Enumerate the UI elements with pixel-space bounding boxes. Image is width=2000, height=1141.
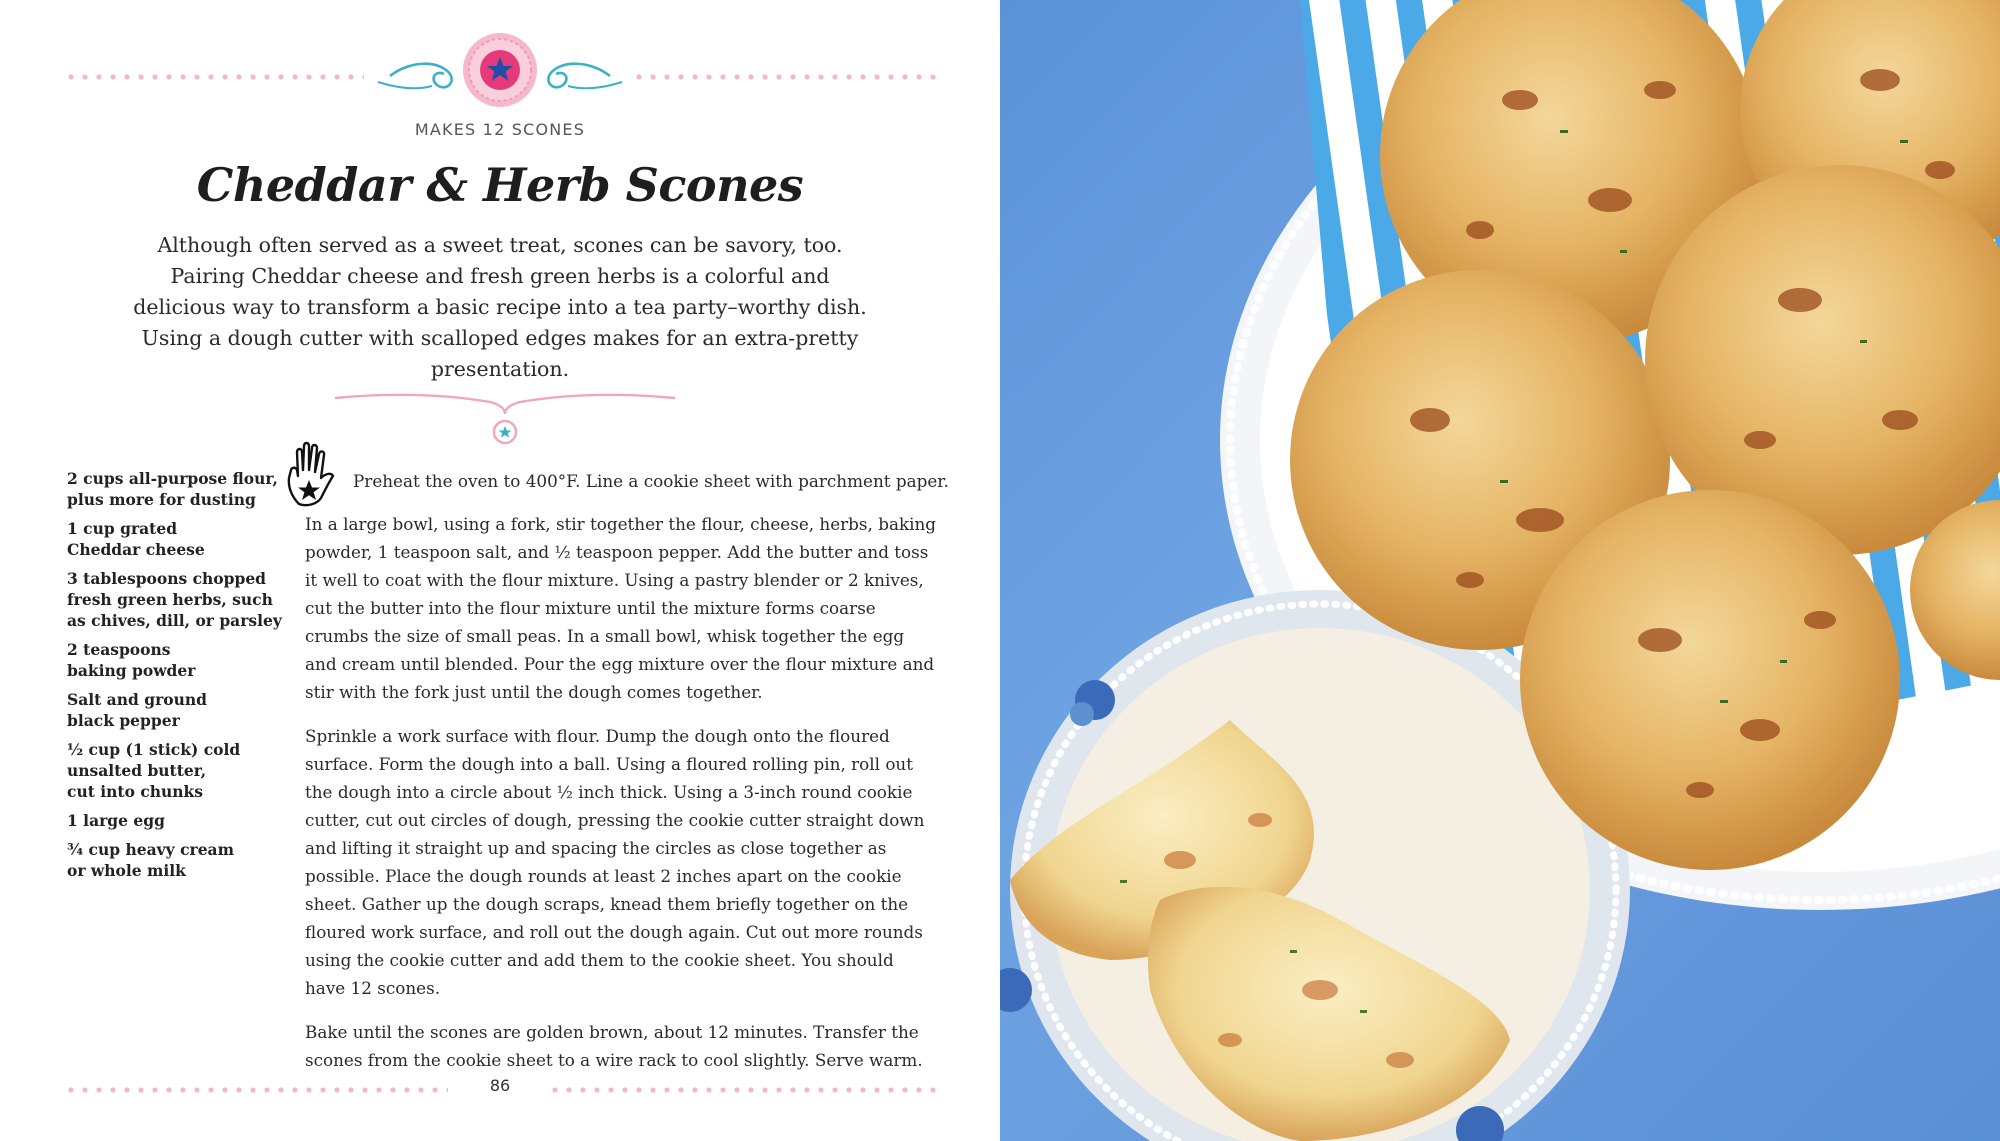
top-dotted-rule-left [64,74,364,80]
ingredient-item: 1 cup grated Cheddar cheese [67,519,205,559]
scones-photo-illustration [1000,0,2000,1141]
recipe-yield: MAKES 12 SCONES [414,120,586,139]
scones-photo [1000,0,2000,1141]
ingredient-item: Salt and ground black pepper [67,690,207,730]
recipe-intro: Although often served as a sweet treat, scones can be savory, too. Pairing Cheddar cheese and fresh green herbs is a colorful and delicious way to transform a basic recipe into a tea party–worthy dish. Using a dough cutter with scalloped edges makes for an extra-pretty presentation. [133,233,867,381]
ingredient-item: 2 cups all-purpose flour, plus more for dusting [67,469,278,509]
ingredient-item: ½ cup (1 stick) cold unsalted butter, cut into chunks [67,740,241,801]
ingredient-item: ¾ cup heavy cream or whole milk [67,840,234,880]
hand-star-icon [285,440,337,508]
method-steps [305,510,937,1090]
star-badge-icon [370,30,630,110]
ingredient-list [67,468,282,889]
page-number: 86 [489,1076,511,1095]
recipe-title: Cheddar & Herb Scones [196,158,804,212]
top-dotted-rule-right [632,74,938,80]
swirl-divider-icon [330,388,680,448]
ingredient-item: 3 tablespoons chopped fresh green herbs, such as chives, dill, or parsley [67,569,282,630]
ingredient-item: 1 large egg [67,811,165,830]
step-1: Preheat the oven to 400°F. Line a cookie sheet with parchment paper. [353,471,949,491]
step-4: Bake until the scones are golden brown, about 12 minutes. Transfer the scones from the cookie sheet to a wire rack to cool slightly. Serve warm. [305,1022,923,1070]
ingredient-item: 2 teaspoons baking powder [67,640,196,680]
bottom-dotted-rule-right [548,1087,938,1093]
step-3: Sprinkle a work surface with flour. Dump the dough onto the floured surface. Form the dough into a ball. Using a floured rolling pin, roll out the dough into a circle about ½ inch thick. Using a 3-inch round cookie cutter, cut out circles of dough, pressing the cookie cutter straight down and lifting it straight up and spacing the circles as close together as possible. Place the dough rounds at least 2 inches apart on the cookie sheet. Gather up the dough scraps, knead them briefly together on the floured work surface, and roll out the dough again. Cut out more rounds using the cookie cutter and add them to the cookie sheet. You should have 12 scones. [305,726,925,998]
step-2: In a large bowl, using a fork, stir together the flour, cheese, herbs, baking powder, 1 teaspoon salt, and ½ teaspoon pepper. Add the butter and toss it well to coat with the flour mixture. Using a pastry blender or 2 knives, cut the butter into the flour mixture until the mixture forms coarse crumbs the size of small peas. In a small bowl, whisk together the egg and cream until blended. Pour the egg mixture over the flour mixture and stir with the fork just until the dough comes together. [305,514,937,702]
bottom-dotted-rule-left [64,1087,448,1093]
